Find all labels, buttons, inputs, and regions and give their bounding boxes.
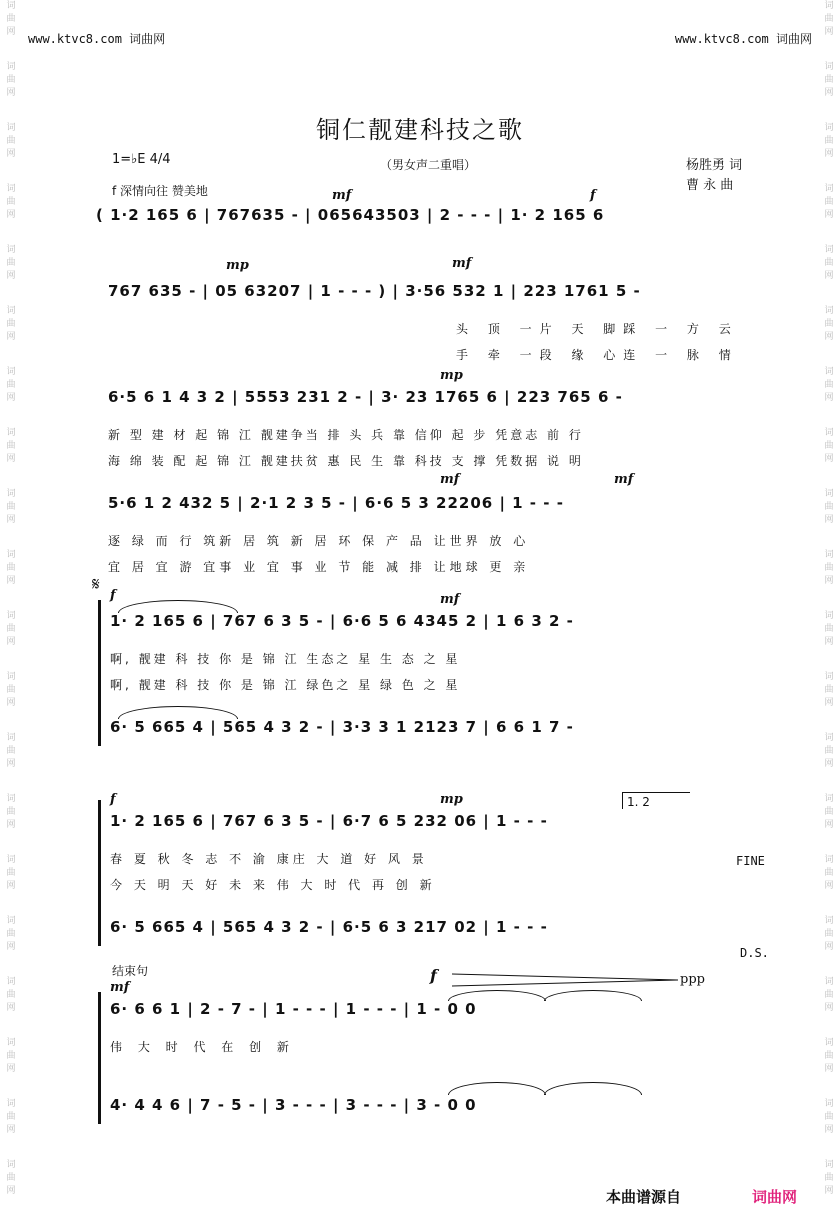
dynamic-mark: f (430, 966, 437, 985)
segno-sign: 𝄋 (92, 574, 100, 595)
decrescendo-hairpin (452, 972, 682, 988)
lyric-line: 宜 居 宜 游 宜事 业 宜 事 业 节 能 减 排 让地球 更 亲 (108, 560, 530, 574)
system-bracket (98, 600, 101, 746)
lyric-line: 头 顶 一片 天 脚踩 一 方 云 (456, 322, 739, 336)
notation-row: 767 635 - | 05 63207 | 1 - - - ) | 3·56 532 1 | 223 1761 5 - (108, 282, 641, 300)
tie (544, 1082, 642, 1095)
bass-notation-row: 6· 5 665 4 | 565 4 3 2 - | 3·3 3 1 2123 7 | 6 6 1 7 - (110, 718, 574, 736)
volta-bracket: 1. 2 (622, 792, 690, 809)
lyric-line: 今 天 明 天 好 未 来 伟 大 时 代 再 创 新 (110, 878, 436, 892)
dynamic-mark: f (110, 588, 116, 603)
lyric-line: 海 绵 装 配 起 锦 江 靓建扶贫 惠 民 生 靠 科技 支 撑 凭数据 说 明 (108, 454, 584, 468)
dynamic-mark: mf (440, 472, 460, 487)
lyric-line: 春 夏 秋 冬 志 不 渝 康庄 大 道 好 风 景 (110, 852, 428, 866)
dynamic-mark: mf (332, 188, 352, 203)
notation-row: 6· 6 6 1 | 2 - 7 - | 1 - - - | 1 - - - | 1 - 0 0 (110, 1000, 477, 1018)
dynamic-mark: mp (226, 258, 249, 273)
tie (448, 1082, 546, 1095)
dynamic-mark: mf (440, 592, 460, 607)
footer-brand-link[interactable]: 词曲网 (752, 1188, 798, 1206)
lyric-line: 啊, 靓建 科 技 你 是 锦 江 绿色之 星 绿 色 之 星 (110, 678, 461, 692)
dynamic-mark: mp (440, 792, 463, 807)
lyric-line: 伟 大 时 代 在 创 新 (110, 1040, 295, 1054)
dynamic-mark: mf (452, 256, 472, 271)
bass-notation-row: 6· 5 665 4 | 565 4 3 2 - | 6·5 6 3 217 02 | 1 - - - (110, 918, 548, 936)
dynamic-mark: mf (614, 472, 634, 487)
ending-label: 结束句 (112, 964, 149, 978)
system-bracket (98, 800, 101, 946)
system-bracket (98, 992, 101, 1124)
fine-mark: FINE (736, 854, 765, 868)
lyric-line: 逐 绿 而 行 筑新 居 筑 新 居 环 保 产 品 让世界 放 心 (108, 534, 530, 548)
dynamic-mark: ppp (680, 972, 705, 987)
lyric-line: 啊, 靓建 科 技 你 是 锦 江 生态之 星 生 态 之 星 (110, 652, 461, 666)
notation-row: 1· 2 165 6 | 767 6 3 5 - | 6·6 5 6 4345 2 | 1 6 3 2 - (110, 612, 574, 630)
notation-row: 5·6 1 2 432 5 | 2·1 2 3 5 - | 6·6 5 3 22206 | 1 - - - (108, 494, 564, 512)
lyric-line: 新 型 建 材 起 锦 江 靓建争当 排 头 兵 靠 信仰 起 步 凭意志 前 行 (108, 428, 584, 442)
song-title: 铜仁靓建科技之歌 (316, 116, 524, 144)
performance-type: （男女声二重唱） (380, 158, 477, 172)
key-signature: 1=♭E 4/4 (112, 152, 171, 167)
dynamic-mark: f (110, 792, 116, 807)
composer: 曹 永 曲 (686, 178, 734, 193)
right-watermark-column: 词曲网 词曲网 词曲网 词曲网 词曲网 词曲网 词曲网 词曲网 词曲网 词曲网 词曲网 词曲网 词曲网 词曲网 词曲网 词曲网 词曲网 词曲网 词曲网 词曲网 (824, 1, 834, 1196)
tie (544, 990, 642, 1001)
notation-row: ( 1·2 165 6 | 767635 - | 065643503 | 2 - - - | 1· 2 165 6 (96, 206, 605, 224)
lyricist: 杨胜勇 词 (686, 158, 743, 173)
dynamic-mark: f (590, 188, 596, 203)
expression-mark: f 深情向往 赞美地 (112, 184, 208, 198)
footer-source-text: 本曲谱源自 (606, 1188, 682, 1206)
dynamic-mark: mp (440, 368, 463, 383)
header-site-right[interactable]: www.ktvc8.com 词曲网 (674, 32, 812, 46)
header-site-left[interactable]: www.ktvc8.com 词曲网 (28, 32, 166, 46)
dynamic-mark: mf (110, 980, 130, 995)
lyric-line: 手 牵 一段 缘 心连 一 脉 情 (456, 348, 739, 362)
left-watermark-column: 词曲网 词曲网 词曲网 词曲网 词曲网 词曲网 词曲网 词曲网 词曲网 词曲网 词曲网 词曲网 词曲网 词曲网 词曲网 词曲网 词曲网 词曲网 词曲网 词曲网 (6, 1, 16, 1196)
notation-row: 1· 2 165 6 | 767 6 3 5 - | 6·7 6 5 232 06 | 1 - - - (110, 812, 548, 830)
ds-mark: D.S. (740, 946, 769, 960)
bass-notation-row: 4· 4 4 6 | 7 - 5 - | 3 - - - | 3 - - - | 3 - 0 0 (110, 1096, 477, 1114)
notation-row: 6·5 6 1 4 3 2 | 5553 231 2 - | 3· 23 1765 6 | 223 765 6 - (108, 388, 623, 406)
